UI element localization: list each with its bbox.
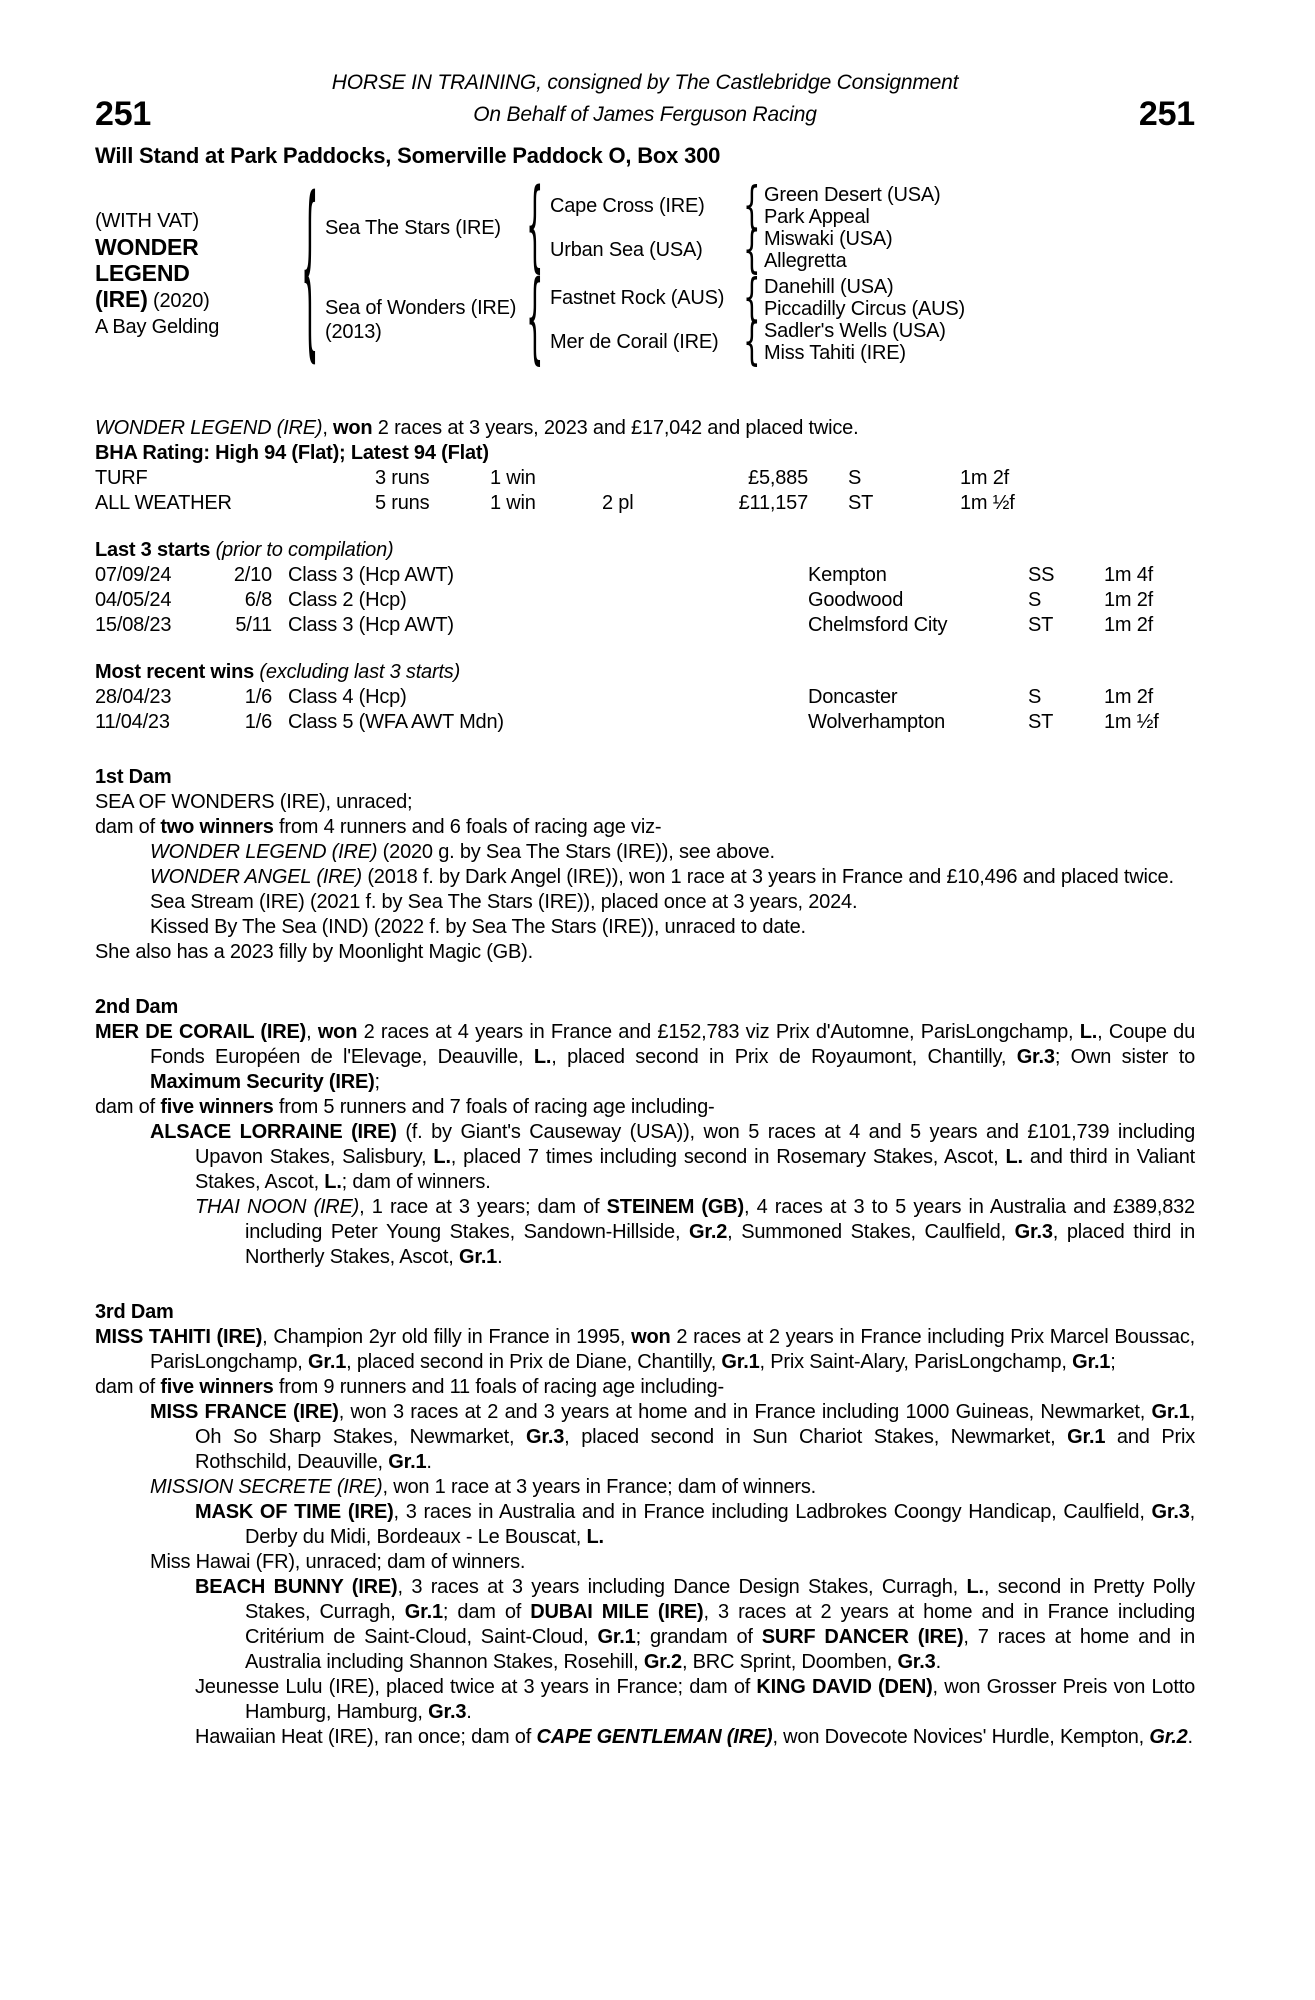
text-segment: and third in Valiant Stakes, Ascot, <box>195 1146 1195 1193</box>
text-segment: , Summoned Stakes, Caulfield, <box>727 1221 1015 1243</box>
text-segment: from 9 runners and 11 foals of racing age including- <box>273 1376 724 1398</box>
text-segment: ; <box>374 1071 380 1093</box>
text-segment: , 7 races at home and in Australia including Shannon Stakes, Rosehill, <box>245 1626 1196 1673</box>
text-segment: Gr.1 <box>1067 1426 1106 1448</box>
text-segment: , won Dovecote Novices' Hurdle, Kempton, <box>772 1726 1150 1748</box>
race-cell-cls: Class 2 (Hcp) <box>288 589 407 611</box>
spacer <box>272 685 288 710</box>
race-cell-cls: Class 3 (Hcp AWT) <box>288 614 454 636</box>
text-segment: Gr.2 <box>643 1651 682 1673</box>
text-segment: WONDER LEGEND (IRE) <box>95 417 323 439</box>
dam-section-heading: 2nd Dam <box>95 996 179 1018</box>
text-segment: L. <box>433 1146 451 1168</box>
text-segment: THAI NOON (IRE) <box>195 1196 360 1218</box>
text-segment: , 3 races at 2 years at home and in France including Critérium de Saint-Cloud, Saint-Cloud, <box>245 1601 1195 1648</box>
text-segment: from 4 runners and 6 foals of racing age viz- <box>273 816 662 838</box>
text-segment: won <box>317 1021 358 1043</box>
sire-sire-brace-icon: { <box>743 175 761 236</box>
ggp-name: Miss Tahiti (IRE) <box>764 342 906 364</box>
vat-note: (WITH VAT) <box>95 210 199 232</box>
race-cell-date: 28/04/23 <box>95 686 172 708</box>
dam-dam-name: Mer de Corail (IRE) <box>550 331 719 353</box>
pedigree-outer-brace-icon: { <box>301 159 319 384</box>
text-segment: ; <box>1110 1351 1116 1373</box>
dam-section-heading: 3rd Dam <box>95 1301 174 1323</box>
on-behalf-line: On Behalf of James Ferguson Racing <box>473 102 817 126</box>
text-segment: , BRC Sprint, Doomben, <box>681 1651 898 1673</box>
pedigree-paragraph <box>95 1500 1195 1550</box>
text-segment: , <box>322 417 334 439</box>
pedigree-paragraph <box>95 1020 1195 1095</box>
race-row <box>95 563 1195 588</box>
text-segment: and Prix Rothschild, Deauville, <box>195 1426 1195 1473</box>
text-segment: , won Grosser Preis von Lotto Hamburg, Hamburg, <box>245 1676 1195 1723</box>
pedigree-table <box>95 159 1195 384</box>
recent-wins-heading: Most recent wins (excluding last 3 starts) <box>95 661 461 683</box>
text-segment: L. <box>533 1046 552 1068</box>
text-segment: MISSION SECRETE (IRE) <box>150 1476 383 1498</box>
ggp-name: Allegretta <box>764 250 847 272</box>
pedigree-paragraph <box>95 1095 1195 1120</box>
race-cell-pos: 2/10 <box>233 564 272 586</box>
sire-brace-icon: { <box>526 168 544 285</box>
text-segment: ; dam of <box>442 1601 531 1623</box>
text-segment: BEACH BUNNY (IRE) <box>195 1576 398 1598</box>
pedigree-paragraph <box>95 1400 1195 1475</box>
spacer <box>272 710 288 735</box>
text-segment: L. <box>1005 1146 1023 1168</box>
recent-wins-note: (excluding last 3 starts) <box>259 661 461 683</box>
text-segment: dam of <box>95 1376 161 1398</box>
text-segment: Gr.1 <box>1151 1401 1190 1423</box>
stats-cell-wins: 1 win <box>490 467 536 489</box>
pedigree-paragraph <box>95 1195 1195 1270</box>
sire-dam-unit <box>550 219 940 280</box>
text-segment: Hawaiian Heat (IRE), ran once; dam of <box>195 1726 537 1748</box>
text-segment: Sea Stream (IRE) (2021 f. by Sea The Stars (IRE)), placed once at 3 years, 2024. <box>150 891 858 913</box>
pedigree-paragraph <box>95 1725 1195 1750</box>
horse-name: WONDER LEGEND <box>95 234 199 286</box>
race-cell-date: 07/09/24 <box>95 564 172 586</box>
text-segment: , placed second in Prix de Royaumont, Chantilly, <box>551 1046 1017 1068</box>
ggp-name: Miswaki (USA) <box>764 228 893 250</box>
race-row <box>95 685 1195 710</box>
dam-brace-icon: { <box>526 260 544 377</box>
race-cell-cls: Class 4 (Hcp) <box>288 686 407 708</box>
text-segment: Gr.3 <box>897 1651 936 1673</box>
sire-dam-brace-icon: { <box>743 219 761 280</box>
text-segment: KING DAVID (DEN) <box>756 1676 933 1698</box>
stats-cell-places <box>602 466 693 491</box>
text-segment: CAPE GENTLEMAN (IRE) <box>536 1726 773 1748</box>
last-starts-table <box>95 563 1195 638</box>
stats-cell-money: £5,885 <box>748 467 808 489</box>
text-segment: , 1 race at 3 years; dam of <box>359 1196 607 1218</box>
race-cell-distance: 1m 2f <box>1104 686 1154 708</box>
text-segment: Gr.3 <box>428 1701 467 1723</box>
text-segment: ; dam of winners. <box>341 1171 491 1193</box>
ggp-name: Sadler's Wells (USA) <box>764 320 946 342</box>
spacer <box>808 466 848 491</box>
text-segment: L. <box>586 1526 604 1548</box>
text-segment: Gr.3 <box>1151 1501 1190 1523</box>
text-segment: Gr.1 <box>1072 1351 1111 1373</box>
text-segment: , 4 races at 3 to 5 years in Australia and £389,832 including Peter Young Stakes, Sandown-Hillside, <box>245 1196 1195 1243</box>
text-segment: . <box>935 1651 941 1673</box>
text-segment: MER DE CORAIL (IRE) <box>95 1021 307 1043</box>
text-segment: STEINEM (GB) <box>606 1196 744 1218</box>
stats-cell-distance: 1m 2f <box>960 467 1010 489</box>
race-cell-distance: 1m 2f <box>1104 614 1154 636</box>
text-segment: Gr.1 <box>388 1451 427 1473</box>
lot-number-right: 251 <box>1138 95 1195 133</box>
race-cell-distance: 1m ½f <box>1104 711 1159 733</box>
lot-header-row <box>95 97 1195 131</box>
text-segment: WONDER LEGEND (IRE) <box>150 841 378 863</box>
pedigree-paragraph <box>95 1325 1195 1375</box>
stand-location-line: Will Stand at Park Paddocks, Somerville Paddock O, Box 300 <box>95 143 721 168</box>
text-segment: , won 1 race at 3 years in France; dam of winners. <box>382 1476 817 1498</box>
text-segment: She also has a 2023 filly by Moonlight Magic (GB). <box>95 941 533 963</box>
stats-cell-surface: ALL WEATHER <box>95 492 232 514</box>
stats-cell-going: S <box>848 467 862 489</box>
pedigree-paragraph <box>95 1375 1195 1400</box>
race-cell-going: S <box>1028 686 1042 708</box>
dam-section <box>95 995 1195 1270</box>
surface-stats-table <box>95 466 1195 516</box>
surface-stats-row <box>95 466 1195 491</box>
text-segment: . <box>1187 1726 1193 1748</box>
text-segment: , Coupe du Fonds Européen de l'Elevage, Deauville, <box>150 1021 1195 1068</box>
race-cell-course: Doncaster <box>808 686 898 708</box>
dam-name: Sea of Wonders (IRE) (2013) <box>325 297 517 343</box>
text-segment: (2020 g. by Sea The Stars (IRE)), see above. <box>377 841 775 863</box>
text-segment: , <box>306 1021 318 1043</box>
text-segment: , Derby du Midi, Bordeaux - Le Bouscat, <box>245 1501 1195 1548</box>
text-segment: Gr.3 <box>1016 1046 1055 1068</box>
text-segment: ; Own sister to <box>1054 1046 1195 1068</box>
lot-number-left: 251 <box>95 95 152 133</box>
pedigree-paragraph <box>95 1475 1195 1500</box>
text-segment: 2 races at 4 years in France and £152,783 viz Prix d'Automne, ParisLongchamp, <box>357 1021 1080 1043</box>
stats-cell-distance: 1m ½f <box>960 492 1015 514</box>
text-segment: , second in Pretty Polly Stakes, Curragh, <box>245 1576 1195 1623</box>
race-cell-pos: 6/8 <box>244 589 272 611</box>
dam-section-heading: 1st Dam <box>95 766 172 788</box>
race-cell-going: S <box>1028 589 1042 611</box>
race-cell-going: SS <box>1028 564 1055 586</box>
text-segment: , placed third in Northerly Stakes, Ascot, <box>245 1221 1196 1268</box>
ggp-name: Park Appeal <box>764 206 870 228</box>
race-cell-course: Kempton <box>808 564 887 586</box>
text-segment: ; grandam of <box>635 1626 762 1648</box>
pedigree-paragraph <box>95 915 1195 940</box>
ggp-name: Green Desert (USA) <box>764 184 941 206</box>
pedigree-paragraph <box>95 1575 1195 1675</box>
spacer <box>808 491 848 516</box>
race-cell-course: Wolverhampton <box>808 711 946 733</box>
text-segment: , placed second in Prix de Diane, Chantilly, <box>346 1351 722 1373</box>
text-segment: Gr.2 <box>689 1221 728 1243</box>
stats-cell-going: ST <box>848 492 874 514</box>
race-cell-cls: Class 3 (Hcp AWT) <box>288 564 454 586</box>
text-segment: L. <box>966 1576 984 1598</box>
dam-section <box>95 1300 1195 1750</box>
race-row <box>95 710 1195 735</box>
race-record-block <box>95 441 1195 516</box>
text-segment: Miss Hawai (FR), unraced; dam of winners. <box>150 1551 526 1573</box>
sire-branch <box>325 168 965 285</box>
text-segment: ALSACE LORRAINE (IRE) <box>150 1121 397 1143</box>
race-row <box>95 613 1195 638</box>
text-segment: 2 races at 3 years, 2023 and £17,042 and placed twice. <box>372 417 859 439</box>
text-segment: two winners <box>160 816 274 838</box>
text-segment: MISS FRANCE (IRE) <box>150 1401 339 1423</box>
text-segment: Gr.1 <box>721 1351 760 1373</box>
text-segment: , placed 7 times including second in Rosemary Stakes, Ascot, <box>450 1146 1006 1168</box>
text-segment: (2018 f. by Dark Angel (IRE)), won 1 race at 3 years in France and £10,496 and placed twice. <box>361 866 1174 888</box>
horse-info <box>95 208 295 340</box>
text-segment: Maximum Security (IRE) <box>150 1071 375 1093</box>
pedigree-paragraph <box>95 865 1195 890</box>
race-cell-pos: 1/6 <box>244 686 272 708</box>
race-cell-pos: 1/6 <box>244 711 272 733</box>
text-segment: , won 3 races at 2 and 3 years at home and in France including 1000 Guineas, Newmarket, <box>338 1401 1152 1423</box>
last-starts-note: (prior to compilation) <box>215 539 394 561</box>
text-segment: dam of <box>95 1096 161 1118</box>
race-cell-going: ST <box>1028 711 1054 733</box>
pedigree-paragraph <box>95 1675 1195 1725</box>
text-segment: Gr.2 <box>1149 1726 1188 1748</box>
text-segment: . <box>497 1246 503 1268</box>
race-cell-course: Goodwood <box>808 589 904 611</box>
text-segment: Gr.1 <box>458 1246 498 1268</box>
dam-sire-name: Fastnet Rock (AUS) <box>550 287 725 309</box>
race-cell-distance: 1m 2f <box>1104 589 1154 611</box>
text-segment: DUBAI MILE (IRE) <box>530 1601 704 1623</box>
race-cell-pos: 5/11 <box>235 614 272 636</box>
race-cell-going: ST <box>1028 614 1054 636</box>
stats-cell-money: £11,157 <box>738 492 808 514</box>
race-cell-date: 11/04/23 <box>95 711 170 733</box>
text-segment: L. <box>324 1171 342 1193</box>
stats-cell-wins: 1 win <box>490 492 536 514</box>
stats-cell-runs: 3 runs <box>375 467 430 489</box>
recent-wins-table <box>95 685 1195 735</box>
race-cell-cls: Class 5 (WFA AWT Mdn) <box>288 711 504 733</box>
text-segment: won <box>631 1326 671 1348</box>
text-segment: Gr.3 <box>526 1426 565 1448</box>
text-segment: Gr.3 <box>1014 1221 1053 1243</box>
race-row <box>95 588 1195 613</box>
text-segment: SURF DANCER (IRE) <box>761 1626 964 1648</box>
text-segment: Gr.1 <box>597 1626 636 1648</box>
stats-cell-places: 2 pl <box>602 492 634 514</box>
pedigree-paragraph <box>95 840 1195 865</box>
text-segment: . <box>466 1701 472 1723</box>
dam-dam-brace-icon: { <box>743 311 761 372</box>
text-segment: . <box>426 1451 432 1473</box>
race-summary <box>95 416 1195 441</box>
horse-description: A Bay Gelding <box>95 316 220 338</box>
text-segment: from 5 runners and 7 foals of racing age including- <box>273 1096 715 1118</box>
dam-sections <box>95 765 1195 1750</box>
stats-cell-runs: 5 runs <box>375 492 430 514</box>
text-segment: , Champion 2yr old filly in France in 1995, <box>262 1326 632 1348</box>
text-segment: L. <box>1079 1021 1098 1043</box>
text-segment: , placed second in Sun Chariot Stakes, Newmarket, <box>564 1426 1068 1448</box>
pedigree-paragraph <box>95 790 1195 815</box>
text-segment: MISS TAHITI (IRE) <box>95 1326 263 1348</box>
consignor-line: HORSE IN TRAINING, consigned by The Castlebridge Consignment <box>331 71 959 94</box>
sire-name: Sea The Stars (IRE) <box>325 217 501 239</box>
text-segment: , 3 races in Australia and in France including Ladbrokes Coongy Handicap, Caulfield, <box>393 1501 1152 1523</box>
race-cell-course: Chelmsford City <box>808 614 948 636</box>
pedigree-paragraph <box>95 1550 1195 1575</box>
surface-stats-row <box>95 491 1195 516</box>
spacer <box>272 588 288 613</box>
text-segment: , Prix Saint-Alary, ParisLongchamp, <box>759 1351 1073 1373</box>
text-segment: five winners <box>160 1096 274 1118</box>
sire-dam-name: Urban Sea (USA) <box>550 239 703 261</box>
spacer <box>272 563 288 588</box>
text-segment: dam of <box>95 816 161 838</box>
sire-sire-name: Cape Cross (IRE) <box>550 195 705 217</box>
ggp-name: Danehill (USA) <box>764 276 894 298</box>
text-segment: won <box>333 417 373 439</box>
dam-sire-brace-icon: { <box>743 267 761 328</box>
race-cell-distance: 1m 4f <box>1104 564 1154 586</box>
text-segment: five winners <box>160 1376 274 1398</box>
ggp-name: Piccadilly Circus (AUS) <box>764 298 965 320</box>
text-segment: , Oh So Sharp Stakes, Newmarket, <box>195 1401 1195 1448</box>
text-segment: Gr.1 <box>404 1601 443 1623</box>
pedigree-parents <box>325 168 965 377</box>
race-cell-date: 04/05/24 <box>95 589 172 611</box>
text-segment: (f. by Giant's Causeway (USA)), won 5 races at 4 and 5 years and £101,739 including Upavon Stakes, Salisbury, <box>195 1121 1195 1168</box>
text-segment: 2 races at 2 years in France including Prix Marcel Boussac, ParisLongchamp, <box>150 1326 1195 1373</box>
text-segment: WONDER ANGEL (IRE) <box>150 866 362 888</box>
pedigree-paragraph <box>95 890 1195 915</box>
dam-dam-unit <box>550 311 965 372</box>
pedigree-paragraph <box>95 1120 1195 1195</box>
dam-section <box>95 765 1195 965</box>
text-segment: SEA OF WONDERS (IRE), unraced; <box>95 791 413 813</box>
pedigree-paragraph <box>95 940 1195 965</box>
text-segment: Gr.1 <box>308 1351 347 1373</box>
bha-rating-line: BHA Rating: High 94 (Flat); Latest 94 (Flat) <box>95 442 489 464</box>
text-segment: MASK OF TIME (IRE) <box>195 1501 394 1523</box>
text-segment: Kissed By The Sea (IND) (2022 f. by Sea The Stars (IRE)), unraced to date. <box>150 916 806 938</box>
pedigree-paragraph <box>95 815 1195 840</box>
text-segment: Jeunesse Lulu (IRE), placed twice at 3 years in France; dam of <box>195 1676 757 1698</box>
last-starts-heading: Last 3 starts (prior to compilation) <box>95 539 394 561</box>
horse-suffix-year: (IRE) (2020) <box>95 286 210 312</box>
spacer <box>272 613 288 638</box>
race-cell-date: 15/08/23 <box>95 614 172 636</box>
text-segment: , 3 races at 3 years including Dance Design Stakes, Curragh, <box>397 1576 967 1598</box>
stats-cell-surface: TURF <box>95 467 148 489</box>
